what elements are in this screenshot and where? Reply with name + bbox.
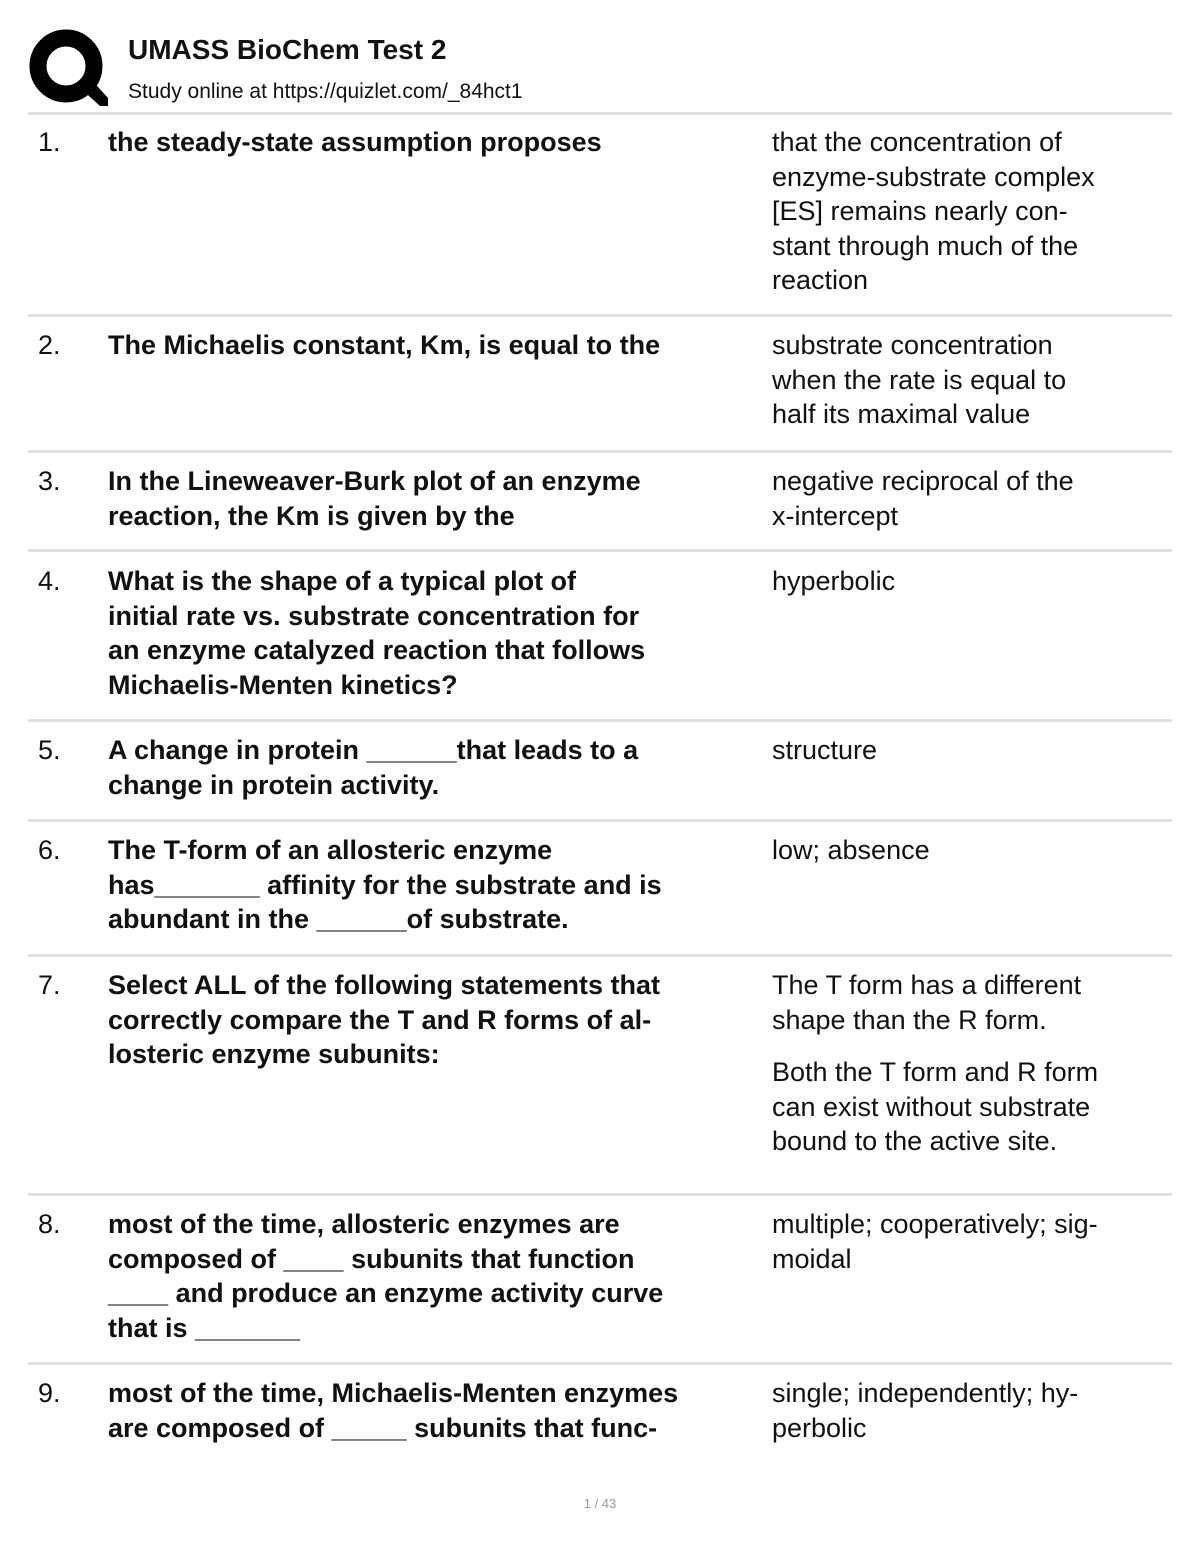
card-number: 1.	[38, 127, 61, 157]
card-term: The Michaelis constant, Km, is equal to the	[108, 330, 661, 360]
card-term: In the Lineweaver-Burk plot of an enzyme reaction, the Km is given by the	[108, 466, 641, 531]
card-definition: that the concentration of enzyme-substrate complex [ES] remains nearly con- stant through much of the reaction	[772, 127, 1095, 295]
card-term: What is the shape of a typical plot of initial rate vs. substrate concentration for an enzyme catalyzed reaction that follows Michaelis-Menten kinetics?	[108, 566, 646, 700]
card-term: most of the time, Michaelis-Menten enzymes are composed of _____ subunits that func-	[108, 1378, 679, 1443]
card-definition: negative reciprocal of the x-intercept	[772, 466, 1074, 531]
card-number: 3.	[38, 466, 61, 496]
divider	[28, 719, 1172, 722]
card-number: 4.	[38, 566, 61, 596]
card-number: 8.	[38, 1209, 61, 1239]
card-number: 5.	[38, 735, 61, 765]
card-definition: hyperbolic	[772, 566, 896, 596]
card-definition: multiple; cooperatively; sig- moidal	[772, 1209, 1098, 1274]
card-number: 7.	[38, 970, 61, 1000]
divider	[28, 1362, 1172, 1365]
document-title: UMASS BioChem Test 2	[128, 34, 447, 65]
card-definition: low; absence	[772, 835, 930, 865]
quizlet-q-logo-icon	[28, 28, 108, 108]
card-term: the steady-state assumption proposes	[108, 127, 602, 157]
page-number: 1 / 43	[583, 1496, 617, 1511]
card-number: 6.	[38, 835, 61, 865]
divider	[28, 1193, 1172, 1196]
divider	[28, 954, 1172, 957]
card-number: 2.	[38, 330, 61, 360]
card-term: The T-form of an allosteric enzyme has_______ affinity for the substrate and is abundant in the ______of substrate.	[108, 835, 662, 934]
page-header	[28, 28, 1172, 112]
divider	[28, 450, 1172, 453]
divider	[28, 549, 1172, 552]
card-term: A change in protein ______that leads to a change in protein activity.	[108, 735, 639, 800]
card-term: most of the time, allosteric enzymes are composed of ____ subunits that function ____ and produce an enzyme activity curve that is _______	[108, 1209, 664, 1343]
card-definition: The T form has a different shape than the R form. Both the T form and R form can exist without substrate bound to the active site.	[772, 970, 1099, 1156]
study-online-link-text: Study online at https://quizlet.com/_84hct1	[128, 80, 523, 103]
divider	[28, 112, 1172, 115]
divider	[28, 314, 1172, 317]
card-number: 9.	[38, 1378, 61, 1408]
card-definition: substrate concentration when the rate is equal to half its maximal value	[772, 330, 1067, 429]
card-definition: structure	[772, 735, 878, 765]
divider	[28, 819, 1172, 822]
card-term: Select ALL of the following statements that correctly compare the T and R forms of al- losteric enzyme subunits:	[108, 970, 661, 1069]
card-definition: single; independently; hy- perbolic	[772, 1378, 1079, 1443]
